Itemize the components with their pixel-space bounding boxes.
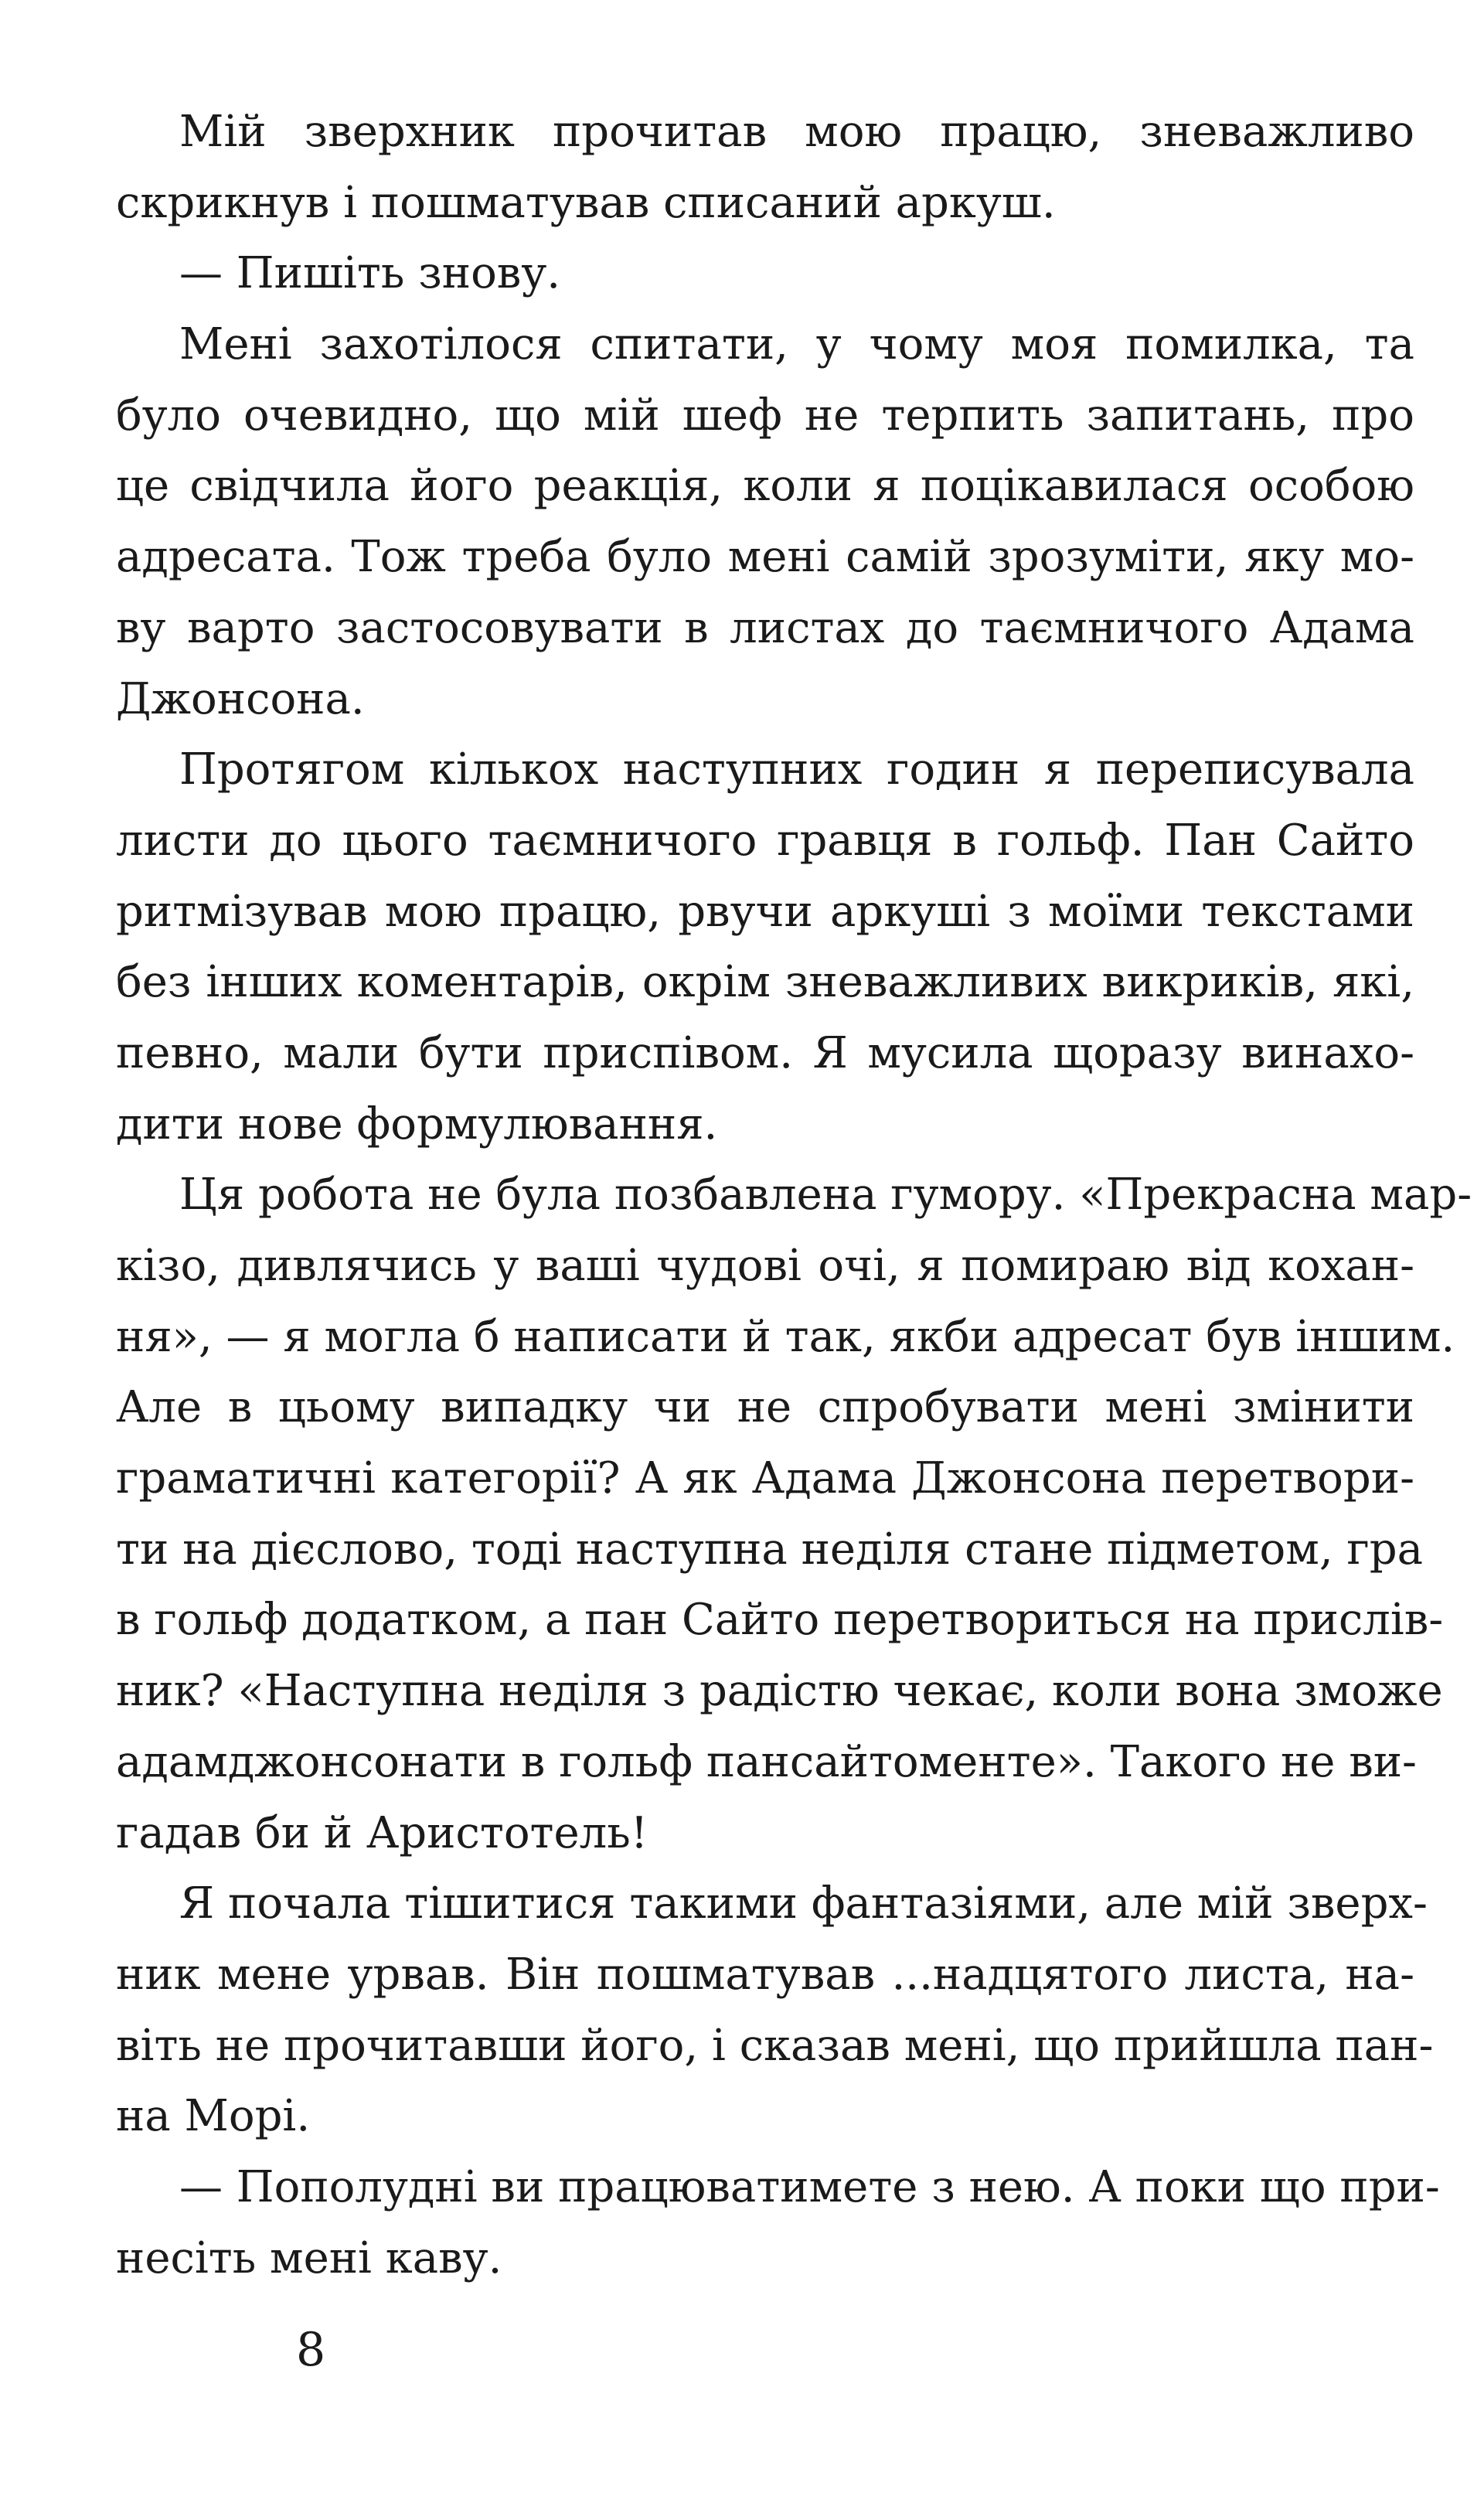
text-line: Я почала тішитися такими фантазіями, але мій зверх- [179,1878,1428,1929]
text-line: ня», — я могла б написати й так, якби адресат був іншим. [116,1311,1455,1362]
text-line: адамджонсонати в гольф пансайтоменте». Такого не ви- [116,1736,1417,1787]
text-line: ву варто застосовувати в листах до таємничого Адама [116,602,1414,653]
body-text [116,97,1472,2294]
text-line: Мій зверхник прочитав мою працю, зневажливо [179,107,1414,157]
text-line: ритмізував мою працю, рвучи аркуші з моїми текстами [116,886,1414,937]
text-line: скрикнув і пошматував списаний аркуш. [116,177,1056,228]
text-line: ник? «Наступна неділя з радістю чекає, коли вона зможе [116,1666,1443,1717]
text-line: певно, мали бути приспівом. Я мусила щоразу винахо- [116,1027,1414,1078]
text-line: адресата. Тож треба було мені самій зрозуміти, яку мо- [116,532,1414,583]
text-line: було очевидно, що мій шеф не терпить запитань, про [116,390,1414,441]
text-line: на Морі. [116,2091,311,2142]
text-line: — Пополудні ви працюватимете з нею. А поки що при- [179,2161,1440,2212]
text-line: ник мене урвав. Він пошматував ...надцятого листа, на- [116,1949,1414,2000]
text-line: кізо, дивлячись у ваші чудові очі, я помираю від кохан- [116,1241,1414,1291]
text-line: ти на дієслово, тоді наступна неділя стане підметом, гра [116,1524,1423,1575]
text-line: гадав би й Аристотель! [116,1807,648,1858]
text-line: Ця робота не була позбавлена гумору. «Прекрасна мар- [179,1170,1472,1221]
text-line: граматичні категорії? А як Адама Джонсона перетвори- [116,1453,1414,1504]
text-line: Протягом кількох наступних годин я переписувала [179,744,1414,795]
text-line: в гольф додатком, а пан Сайто перетвориться на прислів- [116,1595,1444,1646]
page-number: 8 [296,2323,326,2377]
text-line: без інших коментарів, окрім зневажливих викриків, які, [116,957,1414,1008]
text-line: віть не прочитавши його, і сказав мені, що прийшла пан- [116,2020,1434,2071]
text-line: дити нове формулювання. [116,1098,718,1149]
text-line: листи до цього таємничого гравця в гольф. Пан Сайто [116,815,1414,866]
text-line: несіть мені каву. [116,2232,502,2283]
text-line: це свідчила його реакція, коли я поцікавилася особою [116,461,1414,512]
text-line: Мені захотілося спитати, у чому моя помилка, та [179,319,1414,370]
text-line: — Пишіть знову. [179,248,561,299]
text-line: Але в цьому випадку чи не спробувати мені змінити [116,1382,1414,1433]
text-line: Джонсона. [116,673,365,724]
